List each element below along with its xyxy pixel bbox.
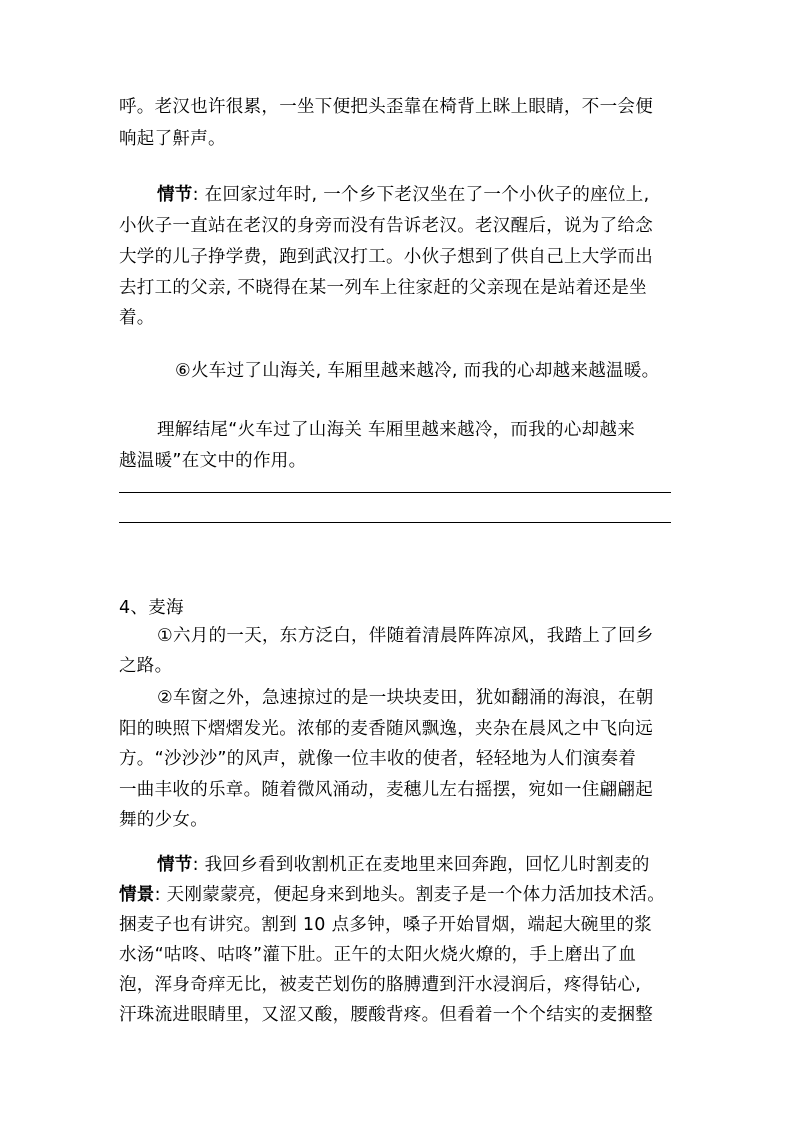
answer-line xyxy=(119,522,671,523)
question-line: 越温暖”在文中的作用。 xyxy=(119,451,307,471)
text-line: 方。“沙沙沙”的风声，就像一位丰收的使者，轻轻地为人们演奏着 xyxy=(119,749,637,769)
plot-text: : 天刚蒙蒙亮，便起身来到地头。割麦子是一个体力活加技术活。 xyxy=(154,885,666,905)
plot-line xyxy=(157,853,650,877)
plot-label: 情节 xyxy=(157,855,193,875)
section-title: 4、麦海 xyxy=(119,598,184,618)
plot-separator: : xyxy=(192,855,199,875)
text-line: 泡，浑身奇痒无比，被麦芒划伤的胳膊遭到汗水浸润后，疼得钻心, xyxy=(119,975,642,995)
text-line: 水汤“咕咚、咕咚”灌下肚。正午的太阳火烧火燎的，手上磨出了血 xyxy=(119,945,637,965)
text-line: 舞的少女。 xyxy=(119,810,208,830)
answer-line xyxy=(119,492,671,493)
text-line: 小伙子一直站在老汉的身旁而没有告诉老汉。老汉醒后，说为了给念 xyxy=(119,216,653,236)
text-line: 着。 xyxy=(119,308,155,328)
plot-text: 在回家过年时, 一个乡下老汉坐在了一个小伙子的座位上, xyxy=(198,185,650,205)
plot-separator: : xyxy=(192,185,199,205)
text-line: 汗珠流进眼睛里，又涩又酸，腰酸背疼。但看着一个个结实的麦捆整 xyxy=(119,1005,653,1025)
plot-label: 情节 xyxy=(157,185,193,205)
text-line: 一曲丰收的乐章。随着微风涌动，麦穗儿左右摇摆，宛如一住翩翩起 xyxy=(119,780,653,800)
text-line: 响起了鼾声。 xyxy=(119,129,226,149)
plot-text: 我回乡看到收割机正在麦地里来回奔跑，回忆儿时割麦的 xyxy=(198,855,650,875)
plot-line xyxy=(119,883,665,907)
text-line: 阳的映照下熠熠发光。浓郁的麦香随风飘逸，夹杂在晨风之中飞向远 xyxy=(119,719,653,739)
text-line: 之路。 xyxy=(119,656,173,676)
plot-line xyxy=(157,183,649,207)
text-line: 呼。老汉也许很累，一坐下便把头歪靠在椅背上眯上眼睛，不一会便 xyxy=(119,97,653,117)
text-line: 去打工的父亲, 不晓得在某一列车上往家赶的父亲现在是站着还是坐 xyxy=(119,278,647,298)
text-line: ①六月的一天，东方泛白，伴随着清晨阵阵凉风，我踏上了回乡 xyxy=(157,626,654,646)
sentence-six: ⑥火车过了山海关, 车厢里越来越冷, 而我的心却越来越温暖。 xyxy=(175,361,660,381)
text-line: 大学的儿子挣学费，跑到武汉打工。小伙子想到了供自己上大学而出 xyxy=(119,247,653,267)
text-line: ②车窗之外，急速掠过的是一块块麦田，犹如翻涌的海浪，在朝 xyxy=(157,688,654,708)
scene-label: 情景 xyxy=(119,885,155,905)
text-line: 捆麦子也有讲究。割到 10 点多钟，嗓子开始冒烟，端起大碗里的浆 xyxy=(119,915,652,935)
question-line: 理解结尾“火车过了山海关 车厢里越来越冷，而我的心却越来 xyxy=(157,420,636,440)
